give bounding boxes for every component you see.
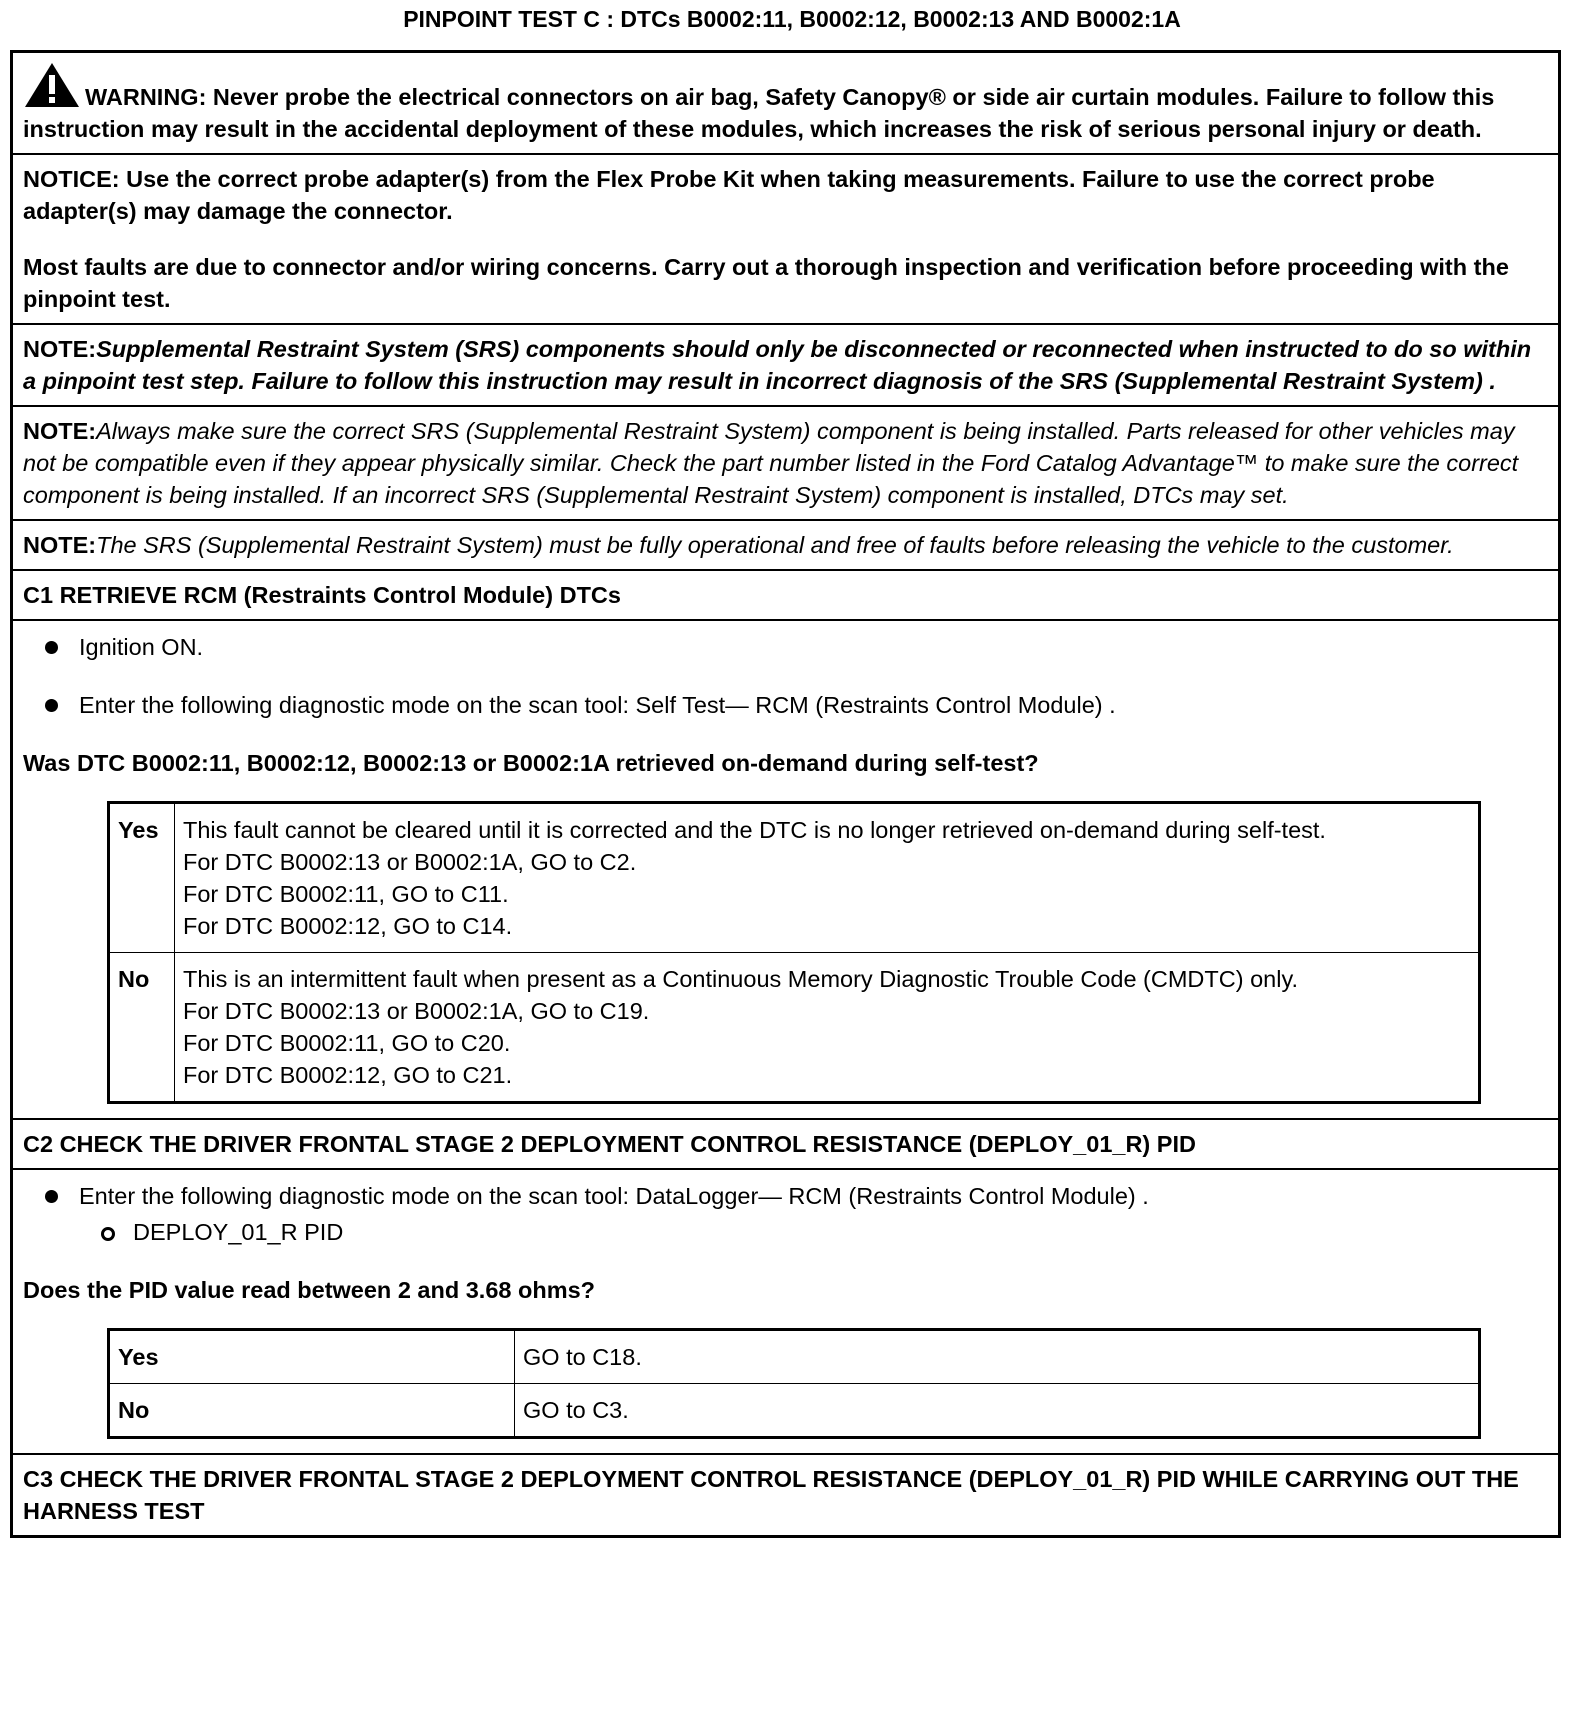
note-section (13, 405, 1558, 519)
notice-section (13, 153, 1558, 323)
result-line: For DTC B0002:11, GO to C11. (183, 881, 509, 907)
step-item: Ignition ON. (23, 631, 1548, 663)
note-label: NOTE: (23, 336, 97, 362)
result-yes-text: GO to C18. (515, 1330, 1480, 1384)
step-c1-heading: C1 RETRIEVE RCM (Restraints Control Module) DTCs (13, 569, 1558, 619)
step-c3-heading: C3 CHECK THE DRIVER FRONTAL STAGE 2 DEPLOYMENT CONTROL RESISTANCE (DEPLOY_01_R) PID WHILE CARRYING OUT THE HARNESS TEST (13, 1453, 1558, 1535)
step-list (23, 631, 1548, 721)
result-no-text (175, 953, 1480, 1103)
step-c1-question: Was DTC B0002:11, B0002:12, B0002:13 or B0002:1A retrieved on-demand during self-test? (23, 750, 1039, 776)
result-yes-label: Yes (109, 1330, 515, 1384)
step-c2-heading: C2 CHECK THE DRIVER FRONTAL STAGE 2 DEPLOYMENT CONTROL RESISTANCE (DEPLOY_01_R) PID (13, 1118, 1558, 1168)
result-line: For DTC B0002:12, GO to C14. (183, 913, 513, 939)
result-no-label: No (109, 953, 175, 1103)
warning-text: WARNING: Never probe the electrical connectors on air bag, Safety Canopy® or side air curtain modules. Failure to follow this instruction may result in the accidental deployment of these modules, which increases the risk of serious personal injury or death. (23, 84, 1495, 142)
result-row-yes (109, 803, 1480, 953)
step-item (23, 1180, 1548, 1248)
note-section (13, 519, 1558, 569)
warning-triangle-icon (23, 61, 81, 109)
step-item: Enter the following diagnostic mode on the scan tool: Self Test— RCM (Restraints Control Module) . (23, 689, 1548, 721)
result-row-yes (109, 1330, 1480, 1384)
pinpoint-test-box (10, 50, 1561, 1538)
notice-text: NOTICE: Use the correct probe adapter(s) from the Flex Probe Kit when taking measurements. Failure to use the correct probe adapter(s) may damage the connector. (23, 166, 1435, 224)
result-line: For DTC B0002:12, GO to C21. (183, 1062, 513, 1088)
step-c2-body (13, 1168, 1558, 1453)
step-list (23, 1180, 1548, 1248)
note-label: NOTE: (23, 418, 97, 444)
step-c1-body (13, 619, 1558, 1118)
result-line: This is an intermittent fault when present as a Continuous Memory Diagnostic Trouble Code (CMDTC) only. (183, 966, 1298, 992)
substep-item: DEPLOY_01_R PID (79, 1216, 1548, 1248)
note-text: Always make sure the correct SRS (Supplemental Restraint System) component is being installed. Parts released for other vehicles may not be compatible even if they appear physically similar. Check the part number listed in the Ford Catalog Advantage™ to make sure the correct component is being installed. If an incorrect SRS (Supplemental Restraint System) component is installed, DTCs may set. (23, 418, 1519, 508)
note-label: NOTE: (23, 532, 97, 558)
result-row-no (109, 1384, 1480, 1438)
step-c2-question: Does the PID value read between 2 and 3.68 ohms? (23, 1277, 596, 1303)
result-line: For DTC B0002:13 or B0002:1A, GO to C2. (183, 849, 637, 875)
step-item-text: Enter the following diagnostic mode on the scan tool: DataLogger— RCM (Restraints Control Module) . (79, 1183, 1149, 1209)
step-c2-result-table (107, 1328, 1481, 1439)
notice-followup-text: Most faults are due to connector and/or wiring concerns. Carry out a thorough inspection and verification before proceeding with the pinpoint test. (23, 254, 1509, 312)
result-yes-label: Yes (109, 803, 175, 953)
result-row-no (109, 953, 1480, 1103)
page-title: PINPOINT TEST C : DTCs B0002:11, B0002:12, B0002:13 AND B0002:1A (403, 6, 1181, 32)
substep-list (79, 1216, 1548, 1248)
warning-section (13, 53, 1558, 153)
note-text: Supplemental Restraint System (SRS) components should only be disconnected or reconnected when instructed to do so within a pinpoint test step. Failure to follow this instruction may result in incorrect diagnosis of the SRS (Supplemental Restraint System) . (23, 336, 1532, 394)
note-section (13, 323, 1558, 405)
result-line: This fault cannot be cleared until it is corrected and the DTC is no longer retrieved on-demand during self-test. (183, 817, 1326, 843)
step-c1-result-table (107, 801, 1481, 1104)
result-line: For DTC B0002:11, GO to C20. (183, 1030, 511, 1056)
result-yes-text (175, 803, 1480, 953)
result-no-text: GO to C3. (515, 1384, 1480, 1438)
note-text: The SRS (Supplemental Restraint System) must be fully operational and free of faults before releasing the vehicle to the customer. (96, 532, 1454, 558)
result-no-label: No (109, 1384, 515, 1438)
result-line: For DTC B0002:13 or B0002:1A, GO to C19. (183, 998, 650, 1024)
